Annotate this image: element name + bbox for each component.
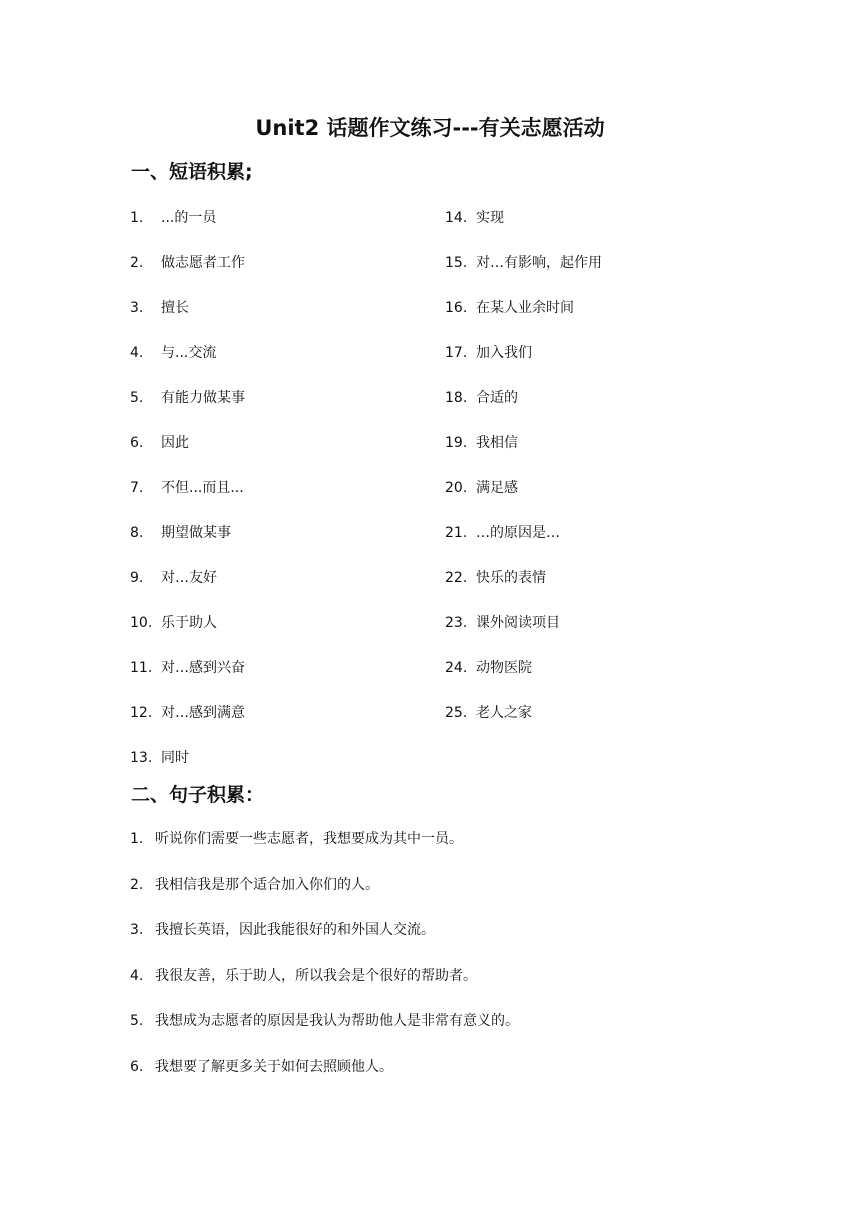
sentence-item-text: 我想要了解更多关于如何去照顾他人。	[155, 1058, 393, 1075]
phrase-item-text: 老人之家	[476, 705, 532, 721]
phrase-item	[445, 294, 602, 339]
sentence-item-text: 听说你们需要一些志愿者，我想要成为其中一员。	[155, 831, 463, 847]
phrase-item	[445, 564, 602, 609]
phrase-item-text: 在某人业余时间	[476, 300, 574, 316]
phrase-item-number: 20.	[445, 480, 468, 496]
phrase-item-text: 同时	[161, 750, 189, 766]
phrase-item-text: 有能力做某事	[161, 390, 245, 406]
phrase-item-number: 16.	[445, 300, 468, 316]
section-heading-phrases: 一、短语积累;	[131, 161, 253, 183]
phrase-item-number: 7.	[130, 480, 144, 496]
phrase-item	[130, 384, 245, 429]
phrase-item	[445, 609, 602, 654]
phrase-item	[130, 609, 245, 654]
sentence-item-number: 1.	[130, 831, 144, 847]
page-title: Unit2 话题作文练习---有关志愿活动	[255, 116, 605, 140]
phrase-item-number: 5.	[130, 390, 144, 406]
phrase-item-text: 对…友好	[161, 570, 217, 586]
phrase-item-text: 不但...而且...	[161, 480, 244, 496]
phrase-item-number: 11.	[130, 660, 153, 676]
phrase-item	[130, 699, 245, 744]
sentence-item-text: 我擅长英语，因此我能很好的和外国人交流。	[155, 922, 435, 938]
phrase-list-right	[445, 204, 602, 744]
phrase-item-text: 因此	[161, 435, 189, 451]
phrase-item-number: 8.	[130, 525, 144, 541]
phrase-item-number: 12.	[130, 705, 153, 721]
phrase-item-text: 动物医院	[476, 660, 532, 676]
sentence-item	[130, 1007, 519, 1053]
phrase-item	[130, 339, 245, 384]
sentence-item	[130, 825, 519, 871]
sentence-item-text: 我相信我是那个适合加入你们的人。	[155, 876, 379, 893]
phrase-item	[445, 699, 602, 744]
phrase-item-number: 17.	[445, 345, 468, 361]
phrase-item-text: 对…感到兴奋	[161, 660, 245, 676]
phrase-item-text: 快乐的表情	[476, 570, 546, 586]
phrase-item-number: 15.	[445, 255, 468, 271]
sentence-list	[130, 825, 519, 1098]
phrase-list-left	[130, 204, 245, 789]
phrase-item-text: 对…有影响，起作用	[476, 255, 602, 271]
phrase-item	[445, 339, 602, 384]
sentence-item-number: 5.	[130, 1013, 144, 1029]
sentence-item-number: 4.	[130, 967, 144, 984]
phrase-item-number: 25.	[445, 705, 468, 721]
phrase-item-number: 22.	[445, 570, 468, 586]
phrase-item-text: 乐于助人	[161, 615, 217, 631]
phrase-item-number: 6.	[130, 435, 144, 451]
phrase-item-text: 期望做某事	[161, 525, 231, 541]
phrase-item	[130, 204, 245, 249]
phrase-item	[445, 654, 602, 699]
phrase-item-number: 13.	[130, 750, 153, 766]
phrase-item-number: 1.	[130, 210, 144, 226]
phrase-item-text: 对…感到满意	[161, 705, 245, 721]
sentence-item-number: 6.	[130, 1058, 144, 1075]
phrase-item-number: 14.	[445, 210, 468, 226]
phrase-item-number: 3.	[130, 300, 144, 316]
sentence-item	[130, 916, 519, 962]
phrase-item	[130, 294, 245, 339]
section-heading-sentences: 二、句子积累：	[131, 784, 265, 806]
phrase-item-text: 合适的	[476, 390, 518, 406]
phrase-item-text: 做志愿者工作	[161, 255, 245, 271]
phrase-item	[130, 519, 245, 564]
phrase-item-number: 2.	[130, 255, 144, 271]
phrase-item-text: 课外阅读项目	[476, 615, 560, 631]
phrase-item-text: 满足感	[476, 480, 518, 496]
phrase-item-number: 9.	[130, 570, 144, 586]
phrase-item-text: 我相信	[476, 435, 518, 451]
phrase-item-text: …的原因是…	[476, 525, 560, 541]
phrase-item-number: 19.	[445, 435, 468, 451]
phrase-item	[130, 474, 245, 519]
phrase-item-number: 10.	[130, 615, 153, 631]
sentence-item	[130, 1053, 519, 1099]
phrase-item	[130, 654, 245, 699]
phrase-item	[445, 429, 602, 474]
sentence-item-text: 我很友善，乐于助人，所以我会是个很好的帮助者。	[155, 967, 477, 984]
sentence-item-text: 我想成为志愿者的原因是我认为帮助他人是非常有意义的。	[155, 1013, 519, 1029]
phrase-item	[445, 519, 602, 564]
phrase-item-text: ...的一员	[161, 210, 217, 226]
phrase-item-text: 与...交流	[161, 345, 217, 361]
phrase-item	[130, 249, 245, 294]
phrase-item	[445, 384, 602, 429]
phrase-item-number: 4.	[130, 345, 144, 361]
phrase-item-text: 擅长	[161, 300, 189, 316]
sentence-item-number: 3.	[130, 922, 144, 938]
phrase-item	[130, 429, 245, 474]
sentence-item	[130, 962, 519, 1008]
phrase-item	[130, 564, 245, 609]
sentence-item-number: 2.	[130, 876, 144, 893]
phrase-item	[445, 474, 602, 519]
sentence-item	[130, 871, 519, 917]
phrase-item	[445, 249, 602, 294]
phrase-item-text: 实现	[476, 210, 504, 226]
phrase-item	[445, 204, 602, 249]
phrase-item-number: 21.	[445, 525, 468, 541]
phrase-item-number: 23.	[445, 615, 468, 631]
phrase-item-number: 18.	[445, 390, 468, 406]
phrase-item-text: 加入我们	[476, 345, 532, 361]
phrase-item-number: 24.	[445, 660, 468, 676]
